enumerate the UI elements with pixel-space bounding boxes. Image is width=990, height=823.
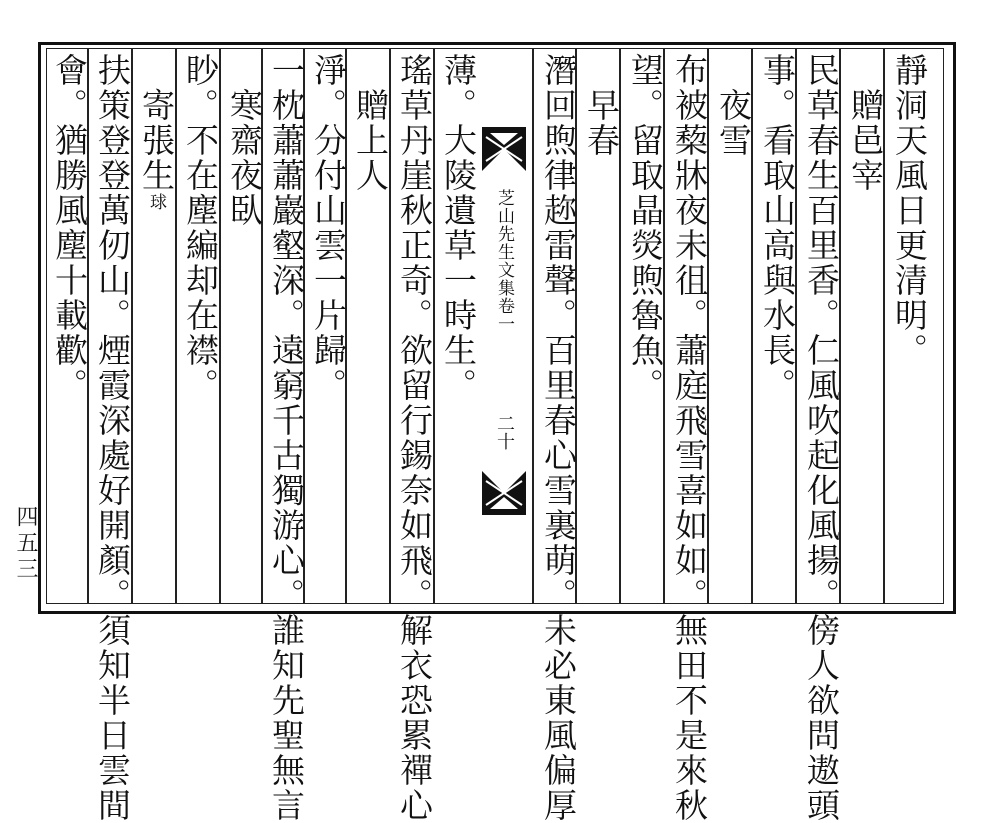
- text-column: 民草春生百里香。仁風吹起化風揚。傍人欲問遨頭: [802, 53, 841, 823]
- fish-tail-top-icon: [482, 127, 526, 171]
- text-column: 扶策登登萬仞山。煙霞深處好開顏。須知半日雲間: [93, 53, 132, 823]
- spine-title: 芝山先生文集卷一: [494, 189, 514, 333]
- text-column: 布被蔾牀夜未徂。蕭庭飛雪喜如如。無田不是來秋: [670, 53, 709, 823]
- poem-title: 寄張生: [137, 53, 176, 193]
- text-column: 會。猶勝風塵十載歡。: [50, 53, 89, 403]
- text-column: 事。看取山高與水長。: [758, 53, 797, 403]
- text-column: 夜雪: [714, 53, 753, 158]
- text-area: [46, 48, 944, 823]
- text-column: 潛回煦律趂雷聲。百里春心雪裏萌。未必東風偏厚: [539, 53, 578, 823]
- spine-page-number: 二十: [494, 414, 515, 450]
- text-column: 早春: [582, 53, 621, 158]
- fish-tail-bottom-icon: [482, 471, 526, 515]
- text-column: 眇。不在塵編却在襟。: [181, 53, 220, 403]
- column-rule: [532, 49, 534, 603]
- text-column: 贈上人: [351, 53, 390, 193]
- text-column: 望。留取晶熒煦魯魚。: [626, 53, 665, 403]
- book-page: [38, 42, 956, 823]
- poem-title-note: 球: [146, 193, 166, 212]
- text-column: 淨。分付山雲一片歸。: [309, 53, 348, 403]
- text-column: 寒齋夜臥: [225, 53, 264, 228]
- text-column: 贈邑宰: [846, 53, 885, 193]
- text-column: 一枕蕭蕭巖壑深。遠窮千古獨游心。誰知先聖無言: [267, 53, 306, 823]
- text-column: 薄。大陵遺草一時生。: [439, 53, 478, 403]
- center-spine: [476, 49, 532, 603]
- text-column-with-note: [136, 53, 176, 212]
- folio-number: 四五三: [13, 505, 38, 583]
- text-column: 靜洞天風日更清明。: [890, 53, 929, 368]
- text-column: 瑤草丹崖秋正奇。欲留行錫奈如飛。解衣恐累禪心: [395, 53, 434, 823]
